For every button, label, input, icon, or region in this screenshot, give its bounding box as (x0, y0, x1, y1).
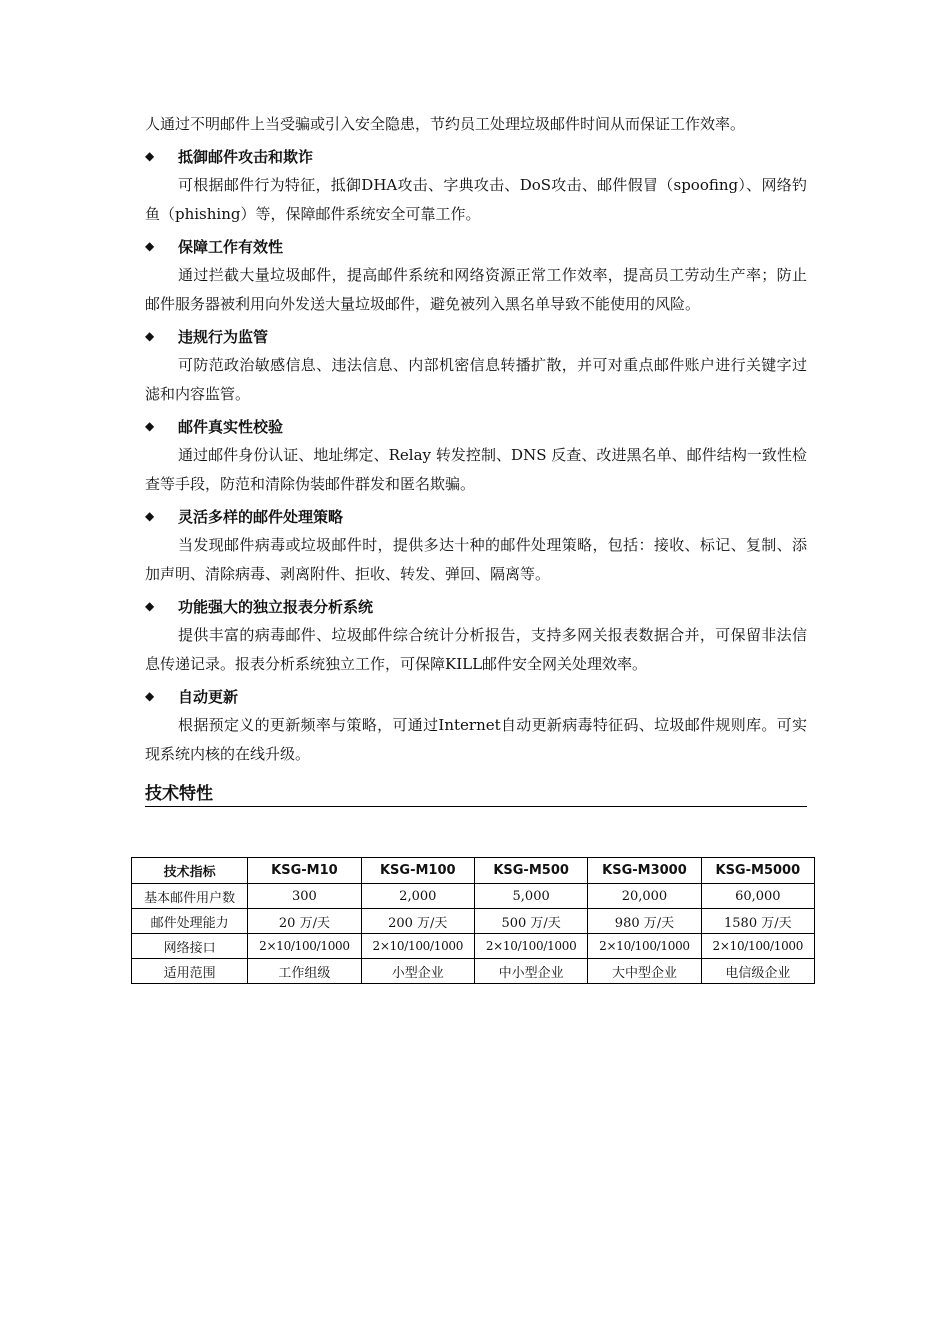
table-cell: 小型企业 (361, 959, 474, 984)
diamond-bullet-icon: ◆ (145, 689, 155, 703)
table-cell: 300 (248, 884, 361, 909)
table-cell: 1580 万/天 (701, 909, 814, 934)
table-cell: 2×10/100/1000 (588, 934, 701, 959)
diamond-bullet-icon: ◆ (145, 599, 155, 613)
table-header-row (132, 858, 815, 884)
table-header-cell: KSG-M3000 (588, 858, 701, 884)
feature-title: 违规行为监管 (178, 327, 269, 346)
feature-title: 功能强大的独立报表分析系统 (178, 597, 374, 616)
table-row (132, 934, 815, 959)
table-cell: 2×10/100/1000 (361, 934, 474, 959)
table-cell: 工作组级 (248, 959, 361, 984)
diamond-bullet-icon: ◆ (145, 149, 155, 163)
table-cell: 980 万/天 (588, 909, 701, 934)
table-cell: 5,000 (474, 884, 587, 909)
table-cell: 大中型企业 (588, 959, 701, 984)
section-title: 技术特性 (145, 779, 807, 807)
table-cell: 2,000 (361, 884, 474, 909)
feature-body: 通过邮件身份认证、地址绑定、Relay 转发控制、DNS 反查、改进黑名单、邮件结构一致性检查等手段，防范和清除伪装邮件群发和匿名欺骗。 (145, 446, 807, 493)
table-cell: 适用范围 (132, 959, 248, 984)
feature-body: 提供丰富的病毒邮件、垃圾邮件综合统计分析报告，支持多网关报表数据合并，可保留非法信息传递记录。报表分析系统独立工作，可保障KILL邮件安全网关处理效率。 (145, 626, 807, 673)
diamond-bullet-icon: ◆ (145, 509, 155, 523)
feature-body: 通过拦截大量垃圾邮件，提高邮件系统和网络资源正常工作效率，提高员工劳动生产率；防止邮件服务器被利用向外发送大量垃圾邮件，避免被列入黑名单导致不能使用的风险。 (145, 266, 807, 313)
document-page (145, 110, 807, 807)
table-cell: 20 万/天 (248, 909, 361, 934)
feature-title: 保障工作有效性 (178, 237, 284, 256)
table-cell: 电信级企业 (701, 959, 814, 984)
table-cell: 2×10/100/1000 (701, 934, 814, 959)
table-cell: 60,000 (701, 884, 814, 909)
table-cell: 500 万/天 (474, 909, 587, 934)
intro-paragraph: 人通过不明邮件上当受骗或引入安全隐患，节约员工处理垃圾邮件时间从而保证工作效率。 (145, 115, 746, 133)
feature-body: 当发现邮件病毒或垃圾邮件时，提供多达十种的邮件处理策略，包括：接收、标记、复制、添加声明、清除病毒、剥离附件、拒收、转发、弹回、隔离等。 (145, 536, 807, 583)
feature-item (145, 681, 807, 769)
table-cell: 20,000 (588, 884, 701, 909)
diamond-bullet-icon: ◆ (145, 239, 155, 253)
table-cell: 邮件处理能力 (132, 909, 248, 934)
table-row (132, 909, 815, 934)
diamond-bullet-icon: ◆ (145, 329, 155, 343)
feature-title: 自动更新 (178, 687, 239, 706)
feature-body: 可根据邮件行为特征，抵御DHA攻击、字典攻击、DoS攻击、邮件假冒（spoofing）、网络钓鱼（phishing）等，保障邮件系统安全可靠工作。 (145, 176, 807, 223)
feature-item (145, 411, 807, 499)
feature-title: 抵御邮件攻击和欺诈 (178, 147, 314, 166)
table-cell: 基本邮件用户数 (132, 884, 248, 909)
table-header-cell: KSG-M5000 (701, 858, 814, 884)
table-cell: 网络接口 (132, 934, 248, 959)
table-row (132, 884, 815, 909)
feature-title: 邮件真实性校验 (178, 417, 284, 436)
feature-item (145, 501, 807, 589)
diamond-bullet-icon: ◆ (145, 419, 155, 433)
feature-item (145, 231, 807, 319)
table-header-cell: KSG-M10 (248, 858, 361, 884)
feature-body: 可防范政治敏感信息、违法信息、内部机密信息转播扩散，并可对重点邮件账户进行关键字过滤和内容监管。 (145, 356, 807, 403)
feature-item (145, 321, 807, 409)
table-cell: 中小型企业 (474, 959, 587, 984)
feature-item (145, 591, 807, 679)
table-header-cell: 技术指标 (132, 858, 248, 884)
table-cell: 2×10/100/1000 (248, 934, 361, 959)
feature-title: 灵活多样的邮件处理策略 (178, 507, 344, 526)
table-row (132, 959, 815, 984)
table-cell: 200 万/天 (361, 909, 474, 934)
table-cell: 2×10/100/1000 (474, 934, 587, 959)
table-header-cell: KSG-M100 (361, 858, 474, 884)
feature-body: 根据预定义的更新频率与策略，可通过Internet自动更新病毒特征码、垃圾邮件规则库。可实现系统内核的在线升级。 (145, 716, 807, 763)
table-header-cell: KSG-M500 (474, 858, 587, 884)
spec-table (131, 857, 815, 984)
feature-item (145, 141, 807, 229)
